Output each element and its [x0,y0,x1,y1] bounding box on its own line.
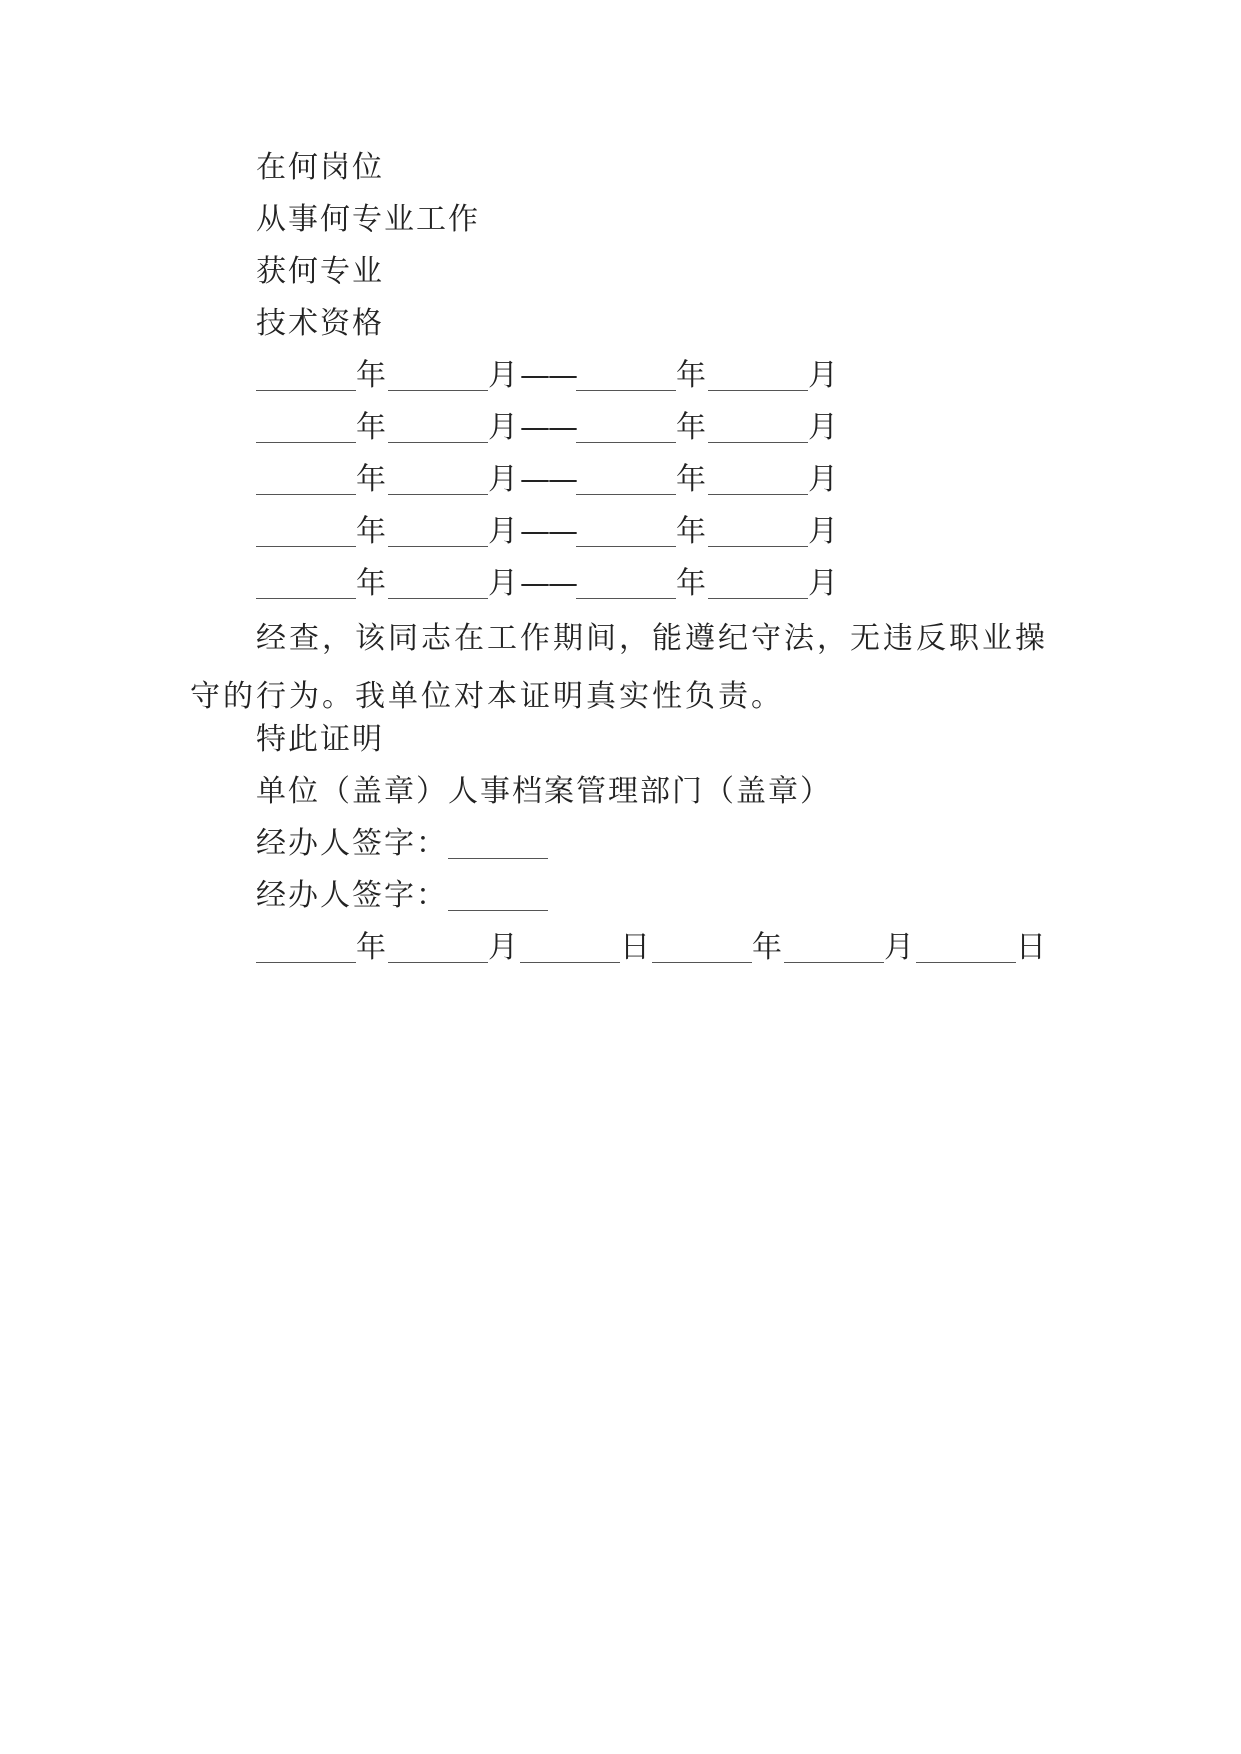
month-char: 月 [808,462,840,497]
range-separator: —— [520,462,576,497]
range-separator: —— [520,358,576,393]
month-char: 月 [488,358,520,393]
field-position-label: 在何岗位 [256,150,384,185]
stamp-labels: 单位（盖章）人事档案管理部门（盖章） [256,774,832,809]
month-blank[interactable] [388,932,488,963]
date-row [256,928,1048,968]
statement-text: 经查，该同志在工作期间，能遵纪守法，无违反职业操守的行为。我单位对本证明真实性负责。 [190,621,1048,714]
year-char: 年 [356,462,388,497]
year-char: 年 [676,566,708,601]
year-char: 年 [676,410,708,445]
field-specialty-work-label: 从事何专业工作 [256,202,480,237]
month-char: 月 [884,930,916,965]
month-char: 月 [808,514,840,549]
year-char: 年 [356,410,388,445]
start-year-blank[interactable] [256,568,356,599]
field-qualification-label-suffix: 技术资格 [256,306,384,341]
start-month-blank[interactable] [388,464,488,495]
month-char: 月 [808,358,840,393]
year-char: 年 [676,358,708,393]
signature-blank[interactable] [448,828,548,859]
end-year-blank[interactable] [576,464,676,495]
statement-paragraph [190,610,1070,726]
day-char: 日 [1016,930,1048,965]
period-row [256,460,840,500]
year-char: 年 [356,514,388,549]
signer-row-1 [256,824,548,864]
year-blank[interactable] [256,932,356,963]
start-month-blank[interactable] [388,516,488,547]
month-char: 月 [488,566,520,601]
start-year-blank[interactable] [256,412,356,443]
month-char: 月 [488,410,520,445]
range-separator: —— [520,566,576,601]
year-blank[interactable] [652,932,752,963]
period-row [256,512,840,552]
range-separator: —— [520,410,576,445]
year-char: 年 [676,462,708,497]
end-month-blank[interactable] [708,516,808,547]
day-blank[interactable] [916,932,1016,963]
month-char: 月 [808,410,840,445]
period-row [256,564,840,604]
start-year-blank[interactable] [256,516,356,547]
year-char: 年 [356,358,388,393]
day-blank[interactable] [520,932,620,963]
period-row [256,356,840,396]
period-row [256,408,840,448]
certify-text: 特此证明 [256,722,384,757]
year-char: 年 [752,930,784,965]
end-year-blank[interactable] [576,412,676,443]
month-char: 月 [488,514,520,549]
end-year-blank[interactable] [576,516,676,547]
end-year-blank[interactable] [576,568,676,599]
year-char: 年 [356,930,388,965]
start-year-blank[interactable] [256,464,356,495]
signer-label: 经办人签字： [256,826,448,861]
field-qualification-label-prefix: 获何专业 [256,254,384,289]
start-month-blank[interactable] [388,412,488,443]
month-char: 月 [488,462,520,497]
start-month-blank[interactable] [388,568,488,599]
end-month-blank[interactable] [708,464,808,495]
month-char: 月 [488,930,520,965]
start-month-blank[interactable] [388,360,488,391]
end-year-blank[interactable] [576,360,676,391]
start-year-blank[interactable] [256,360,356,391]
month-blank[interactable] [784,932,884,963]
end-month-blank[interactable] [708,360,808,391]
year-char: 年 [676,514,708,549]
signer-row-2 [256,876,548,916]
year-char: 年 [356,566,388,601]
end-month-blank[interactable] [708,412,808,443]
signer-label: 经办人签字： [256,878,448,913]
range-separator: —— [520,514,576,549]
signature-blank[interactable] [448,880,548,911]
end-month-blank[interactable] [708,568,808,599]
day-char: 日 [620,930,652,965]
month-char: 月 [808,566,840,601]
